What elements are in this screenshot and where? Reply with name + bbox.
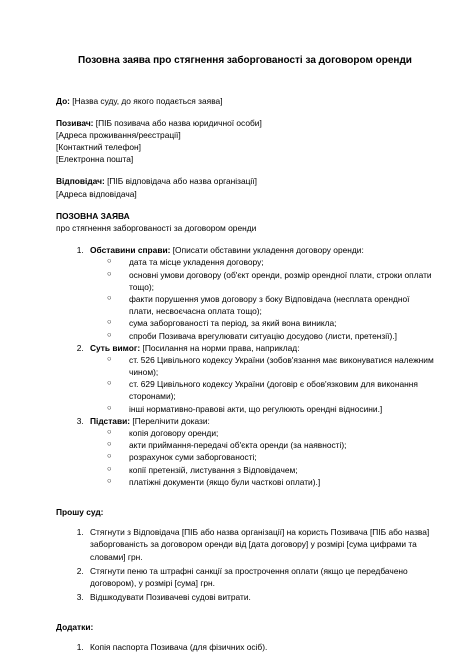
list-item: ○ дата та місце укладення договору; xyxy=(117,256,434,268)
court-block xyxy=(56,95,434,107)
attachment-item: 1. Копія паспорта Позивача (для фізичних осіб). xyxy=(86,641,434,653)
plaintiff-email: [Електронна пошта] xyxy=(56,154,134,165)
request-list xyxy=(56,526,434,603)
list-item: ○ копія договору оренди; xyxy=(117,427,434,439)
court-value: [Назва суду, до якого подається заява] xyxy=(69,95,223,106)
plaintiff-label: Позивач: xyxy=(56,117,94,128)
court-label: До: xyxy=(56,95,70,106)
attachments-title: Додатки: xyxy=(56,622,94,633)
defendant-label: Відповідач: xyxy=(56,176,105,187)
defendant-name: [ПІБ відповідача або назва організації] xyxy=(104,176,257,187)
list-item: ○ основні умови договору (об'єкт оренди, розмір орендної плати, строки оплати тощо); xyxy=(117,269,434,293)
claim-sections xyxy=(56,244,434,488)
list-item: ○ факти порушення умов договору з боку Відповідача (несплата орендної плати, несвоєчасна оплата тощо); xyxy=(117,293,434,317)
request-item: 3. Відшкодувати Позивачеві судові витрати. xyxy=(86,591,434,603)
section-circumstances xyxy=(86,244,434,342)
attachments-list xyxy=(56,641,434,653)
list-item: ○ ст. 629 Цивільного кодексу України (договір є обов'язковим для виконання сторонами); xyxy=(117,378,434,402)
defendant-address: [Адреса відповідача] xyxy=(56,188,137,199)
request-item: 2. Стягнути пеню та штрафні санкції за прострочення оплати (якщо це передбачено договором), у розмірі [сума] грн. xyxy=(86,565,434,589)
section-label: Обставини справи: xyxy=(90,245,171,256)
list-item: ○ сума заборгованості та період, за який вона виникла; xyxy=(117,317,434,329)
claim-heading: ПОЗОВНА ЗАЯВА xyxy=(56,210,130,221)
defendant-block xyxy=(56,175,434,199)
request-title: Прошу суд: xyxy=(56,506,104,517)
list-item: ○ копії претензій, листування з Відповідачем; xyxy=(117,464,434,476)
list-item: ○ інші нормативно-правові акти, що регулюють орендні відносини.] xyxy=(117,403,434,415)
plaintiff-block xyxy=(56,117,434,166)
plaintiff-phone: [Контактний телефон] xyxy=(56,142,141,153)
claim-subheading: про стягнення заборгованості за договором оренди xyxy=(56,223,257,233)
section-text: [Перелічити докази: xyxy=(130,415,210,426)
section-items xyxy=(90,256,434,341)
section-label: Підстави: xyxy=(90,415,131,426)
claim-block xyxy=(56,210,434,488)
section-grounds xyxy=(86,415,434,488)
plaintiff-address: [Адреса проживання/реєстрації] xyxy=(56,129,181,140)
list-item: ○ спроби Позивача врегулювати ситуацію досудово (листи, претензії).] xyxy=(117,330,434,342)
list-item: ○ розрахунок суми заборгованості; xyxy=(117,451,434,463)
section-items xyxy=(90,427,434,488)
section-items xyxy=(90,354,434,415)
section-essence xyxy=(86,342,434,415)
section-label: Суть вимог: xyxy=(90,342,141,353)
request-item: 1. Стягнути з Відповідача [ПІБ або назва організації] на користь Позивача [ПІБ або назва] заборгованість за договором оренди від [дата договору] у розмірі [сума цифрами та словами] грн. xyxy=(86,526,434,563)
section-text: [Описати обставини укладення договору оренди: xyxy=(170,245,364,256)
plaintiff-name: [ПІБ позивача або назва юридичної особи] xyxy=(93,117,262,128)
list-item: ○ ст. 526 Цивільного кодексу України (зобов'язання має виконуватися належним чином); xyxy=(117,354,434,378)
document-title: Позовна заява про стягнення заборгованості за договором оренди xyxy=(78,55,412,66)
list-item: ○ акти приймання-передачі об'єкта оренди (за наявності); xyxy=(117,439,434,451)
list-item: ○ платіжні документи (якщо були часткові оплати).] xyxy=(117,476,434,488)
section-text: [Посилання на норми права, наприклад: xyxy=(140,342,300,353)
